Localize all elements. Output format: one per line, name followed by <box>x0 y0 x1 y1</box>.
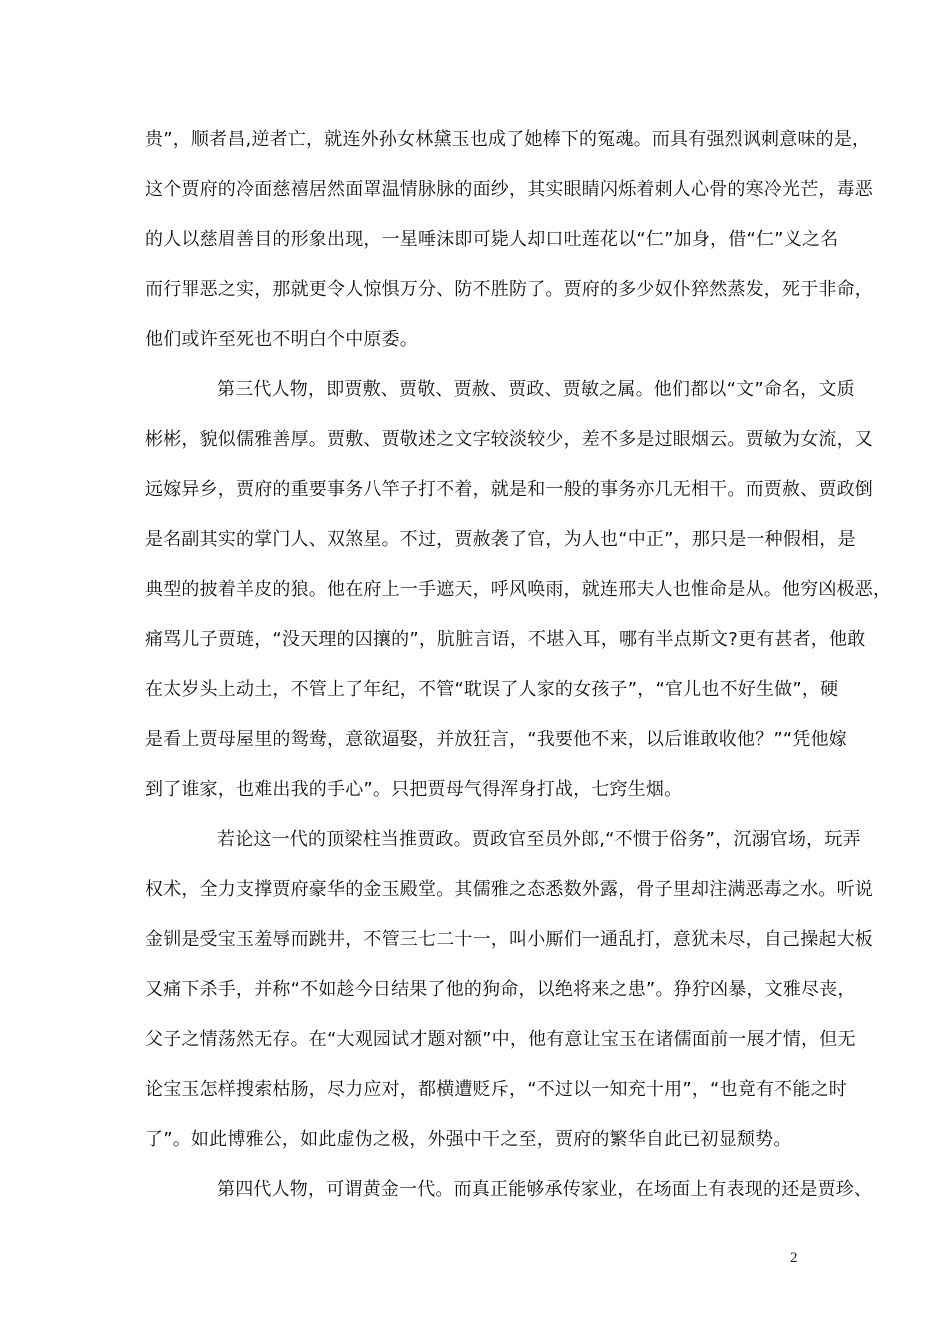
text-line: 他们或许至死也不明白个中原委。 <box>145 329 418 350</box>
text-line: 权术，全力支撑贾府豪华的金玉殿堂。其儒雅之态悉数外露，骨子里却注满恶毒之水。听说 <box>145 879 873 900</box>
text-line: 在太岁头上动土，不管上了年纪，不管“耽误了人家的女孩子”，“官儿也不好生做”，硬 <box>145 679 839 700</box>
text-line: 了”。如此博雅公，如此虚伪之极，外强中干之至，贾府的繁华自此已初显颓势。 <box>145 1129 792 1150</box>
text-line: 到了谁家，也难出我的手心”。只把贾母气得浑身打战，七窍生烟。 <box>145 779 683 800</box>
text-line: 又痛下杀手，并称“不如趁今日结果了他的狗命，以绝将来之患”。狰狞凶暴，文雅尽丧， <box>145 979 856 1000</box>
text-line: 彬彬，貌似儒雅善厚。贾敷、贾敬述之文字较淡较少，差不多是过眼烟云。贾敏为女流，又 <box>145 429 873 450</box>
paragraph-first-line: 第四代人物，可谓黄金一代。而真正能够承传家业，在场面上有表现的还是贾珍、 <box>217 1179 873 1200</box>
paragraph-first-line: 第三代人物，即贾敷、贾敬、贾赦、贾政、贾敏之属。他们都以“文”命名，文质 <box>217 379 855 400</box>
text-line: 典型的披着羊皮的狼。他在府上一手遮天，呼风唤雨，就连邢夫人也惟命是从。他穷凶极恶， <box>145 579 892 600</box>
text-line: 是名副其实的掌门人、双煞星。不过，贾赦袭了官，为人也“中正”，那只是一种假相，是 <box>145 529 856 550</box>
text-line: 金钏是受宝玉羞辱而跳井，不管三七二十一，叫小厮们一通乱打，意犹未尽，自己操起大板 <box>145 929 873 950</box>
text-line: 的人以慈眉善目的形象出现，一星唾沫即可毙人却口吐莲花以“仁”加身，借“仁”义之名 <box>145 229 839 250</box>
text-line: 论宝玉怎样搜索枯肠，尽力应对，都横遭贬斥，“不过以一知充十用”，“也竟有不能之时 <box>145 1079 847 1100</box>
text-line: 父子之情荡然无存。在“大观园试才题对额”中，他有意让宝玉在诸儒面前一展才情，但无 <box>145 1029 856 1050</box>
paragraph-first-line: 若论这一代的顶梁柱当推贾政。贾政官至员外郎,“不惯于俗务”，沉溺官场，玩弄 <box>217 829 861 850</box>
text-line: 这个贾府的冷面慈禧居然面罩温情脉脉的面纱，其实眼睛闪烁着刺人心骨的寒冷光芒，毒恶 <box>145 179 873 200</box>
text-line: 而行罪恶之实，那就更令人惊惧万分、防不胜防了。贾府的多少奴仆猝然蒸发，死于非命， <box>145 279 873 300</box>
page-number: 2 <box>790 1250 798 1266</box>
text-line: 远嫁异乡，贾府的重要事务八竿子打不着，就是和一般的事务亦几无相干。而贾赦、贾政倒 <box>145 479 873 500</box>
text-line: 是看上贾母屋里的鸳鸯，意欲逼娶，并放狂言，“我要他不来，以后谁敢收他？”“凭他嫁 <box>145 729 847 750</box>
text-line: 痛骂儿子贾琏，“没天理的囚攘的”，肮脏言语，不堪入耳，哪有半点斯文?更有甚者，他敢 <box>145 629 866 650</box>
text-line: 贵”，顺者昌,逆者亡，就连外孙女林黛玉也成了她棒下的冤魂。而具有强烈讽刺意味的是， <box>145 129 871 150</box>
